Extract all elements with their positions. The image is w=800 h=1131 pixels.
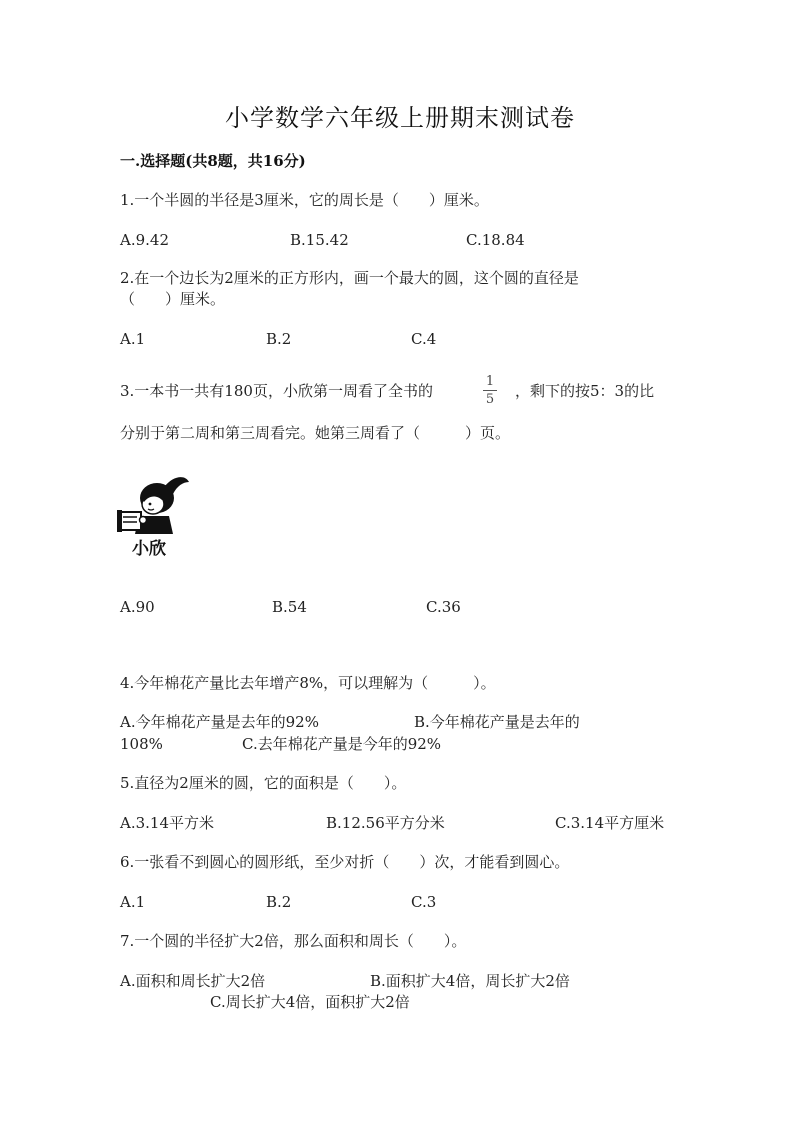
question-3-stem-part1: 3.一本书一共有180页，小欣第一周看了全书的 [120, 382, 433, 400]
question-4-option-a[interactable]: A.今年棉花产量是去年的92% [120, 713, 319, 731]
question-4-stem: 4.今年棉花产量比去年增产8%，可以理解为（ ）。 [120, 674, 496, 692]
question-4-option-b[interactable]: B.今年棉花产量是去年的 [414, 713, 580, 731]
question-3-stem-line2: 分别于第二周和第三周看完。她第三周看了（ ）页。 [120, 424, 511, 442]
question-3-option-b[interactable]: B.54 [272, 598, 307, 616]
question-5-option-c[interactable]: C.3.14平方厘米 [555, 814, 665, 832]
question-1-option-a[interactable]: A.9.42 [120, 231, 169, 249]
fraction-numerator: 1 [485, 374, 495, 389]
question-2-option-c[interactable]: C.4 [411, 330, 437, 348]
question-5-option-a[interactable]: A.3.14平方米 [120, 814, 214, 832]
question-7-option-a[interactable]: A.面积和周长扩大2倍 [120, 972, 266, 990]
question-4-option-b-continued[interactable]: 108% [120, 735, 163, 753]
question-2-stem-line1: 2.在一个边长为2厘米的正方形内，画一个最大的圆，这个圆的直径是 [120, 269, 579, 287]
fraction-bar [483, 390, 497, 391]
question-3-option-c[interactable]: C.36 [426, 598, 461, 616]
question-2-option-b[interactable]: B.2 [266, 330, 292, 348]
question-7-option-c[interactable]: C.周长扩大4倍，面积扩大2倍 [210, 993, 410, 1011]
fraction-denominator: 5 [485, 392, 495, 407]
question-6-option-c[interactable]: C.3 [411, 893, 437, 911]
illustration-label: 小欣 [132, 539, 166, 559]
question-3-stem-part2: ，剩下的按5：3的比 [515, 382, 655, 400]
question-4-option-c[interactable]: C.去年棉花产量是今年的92% [242, 735, 442, 753]
page-title: 小学数学六年级上册期末测试卷 [225, 104, 575, 132]
question-5-option-b[interactable]: B.12.56平方分米 [326, 814, 445, 832]
question-7-option-b[interactable]: B.面积扩大4倍，周长扩大2倍 [370, 972, 570, 990]
question-6-option-a[interactable]: A.1 [120, 893, 146, 911]
question-2-stem-line2: （ ）厘米。 [120, 290, 226, 308]
question-1-option-b[interactable]: B.15.42 [290, 231, 349, 249]
fraction-one-fifth [480, 374, 500, 407]
question-5-stem: 5.直径为2厘米的圆，它的面积是（ ）。 [120, 774, 407, 792]
question-3-option-a[interactable]: A.90 [120, 598, 155, 616]
section-heading: 一.选择题(共8题，共16分) [120, 152, 306, 170]
question-7-stem: 7.一个圆的半径扩大2倍，那么面积和周长（ ）。 [120, 932, 467, 950]
question-1-stem: 1.一个半圆的半径是3厘米，它的周长是（ ）厘米。 [120, 191, 489, 209]
question-2-option-a[interactable]: A.1 [120, 330, 146, 348]
question-6-stem: 6.一张看不到圆心的圆形纸，至少对折（ ）次，才能看到圆心。 [120, 853, 570, 871]
question-1-option-c[interactable]: C.18.84 [466, 231, 525, 249]
question-6-option-b[interactable]: B.2 [266, 893, 292, 911]
